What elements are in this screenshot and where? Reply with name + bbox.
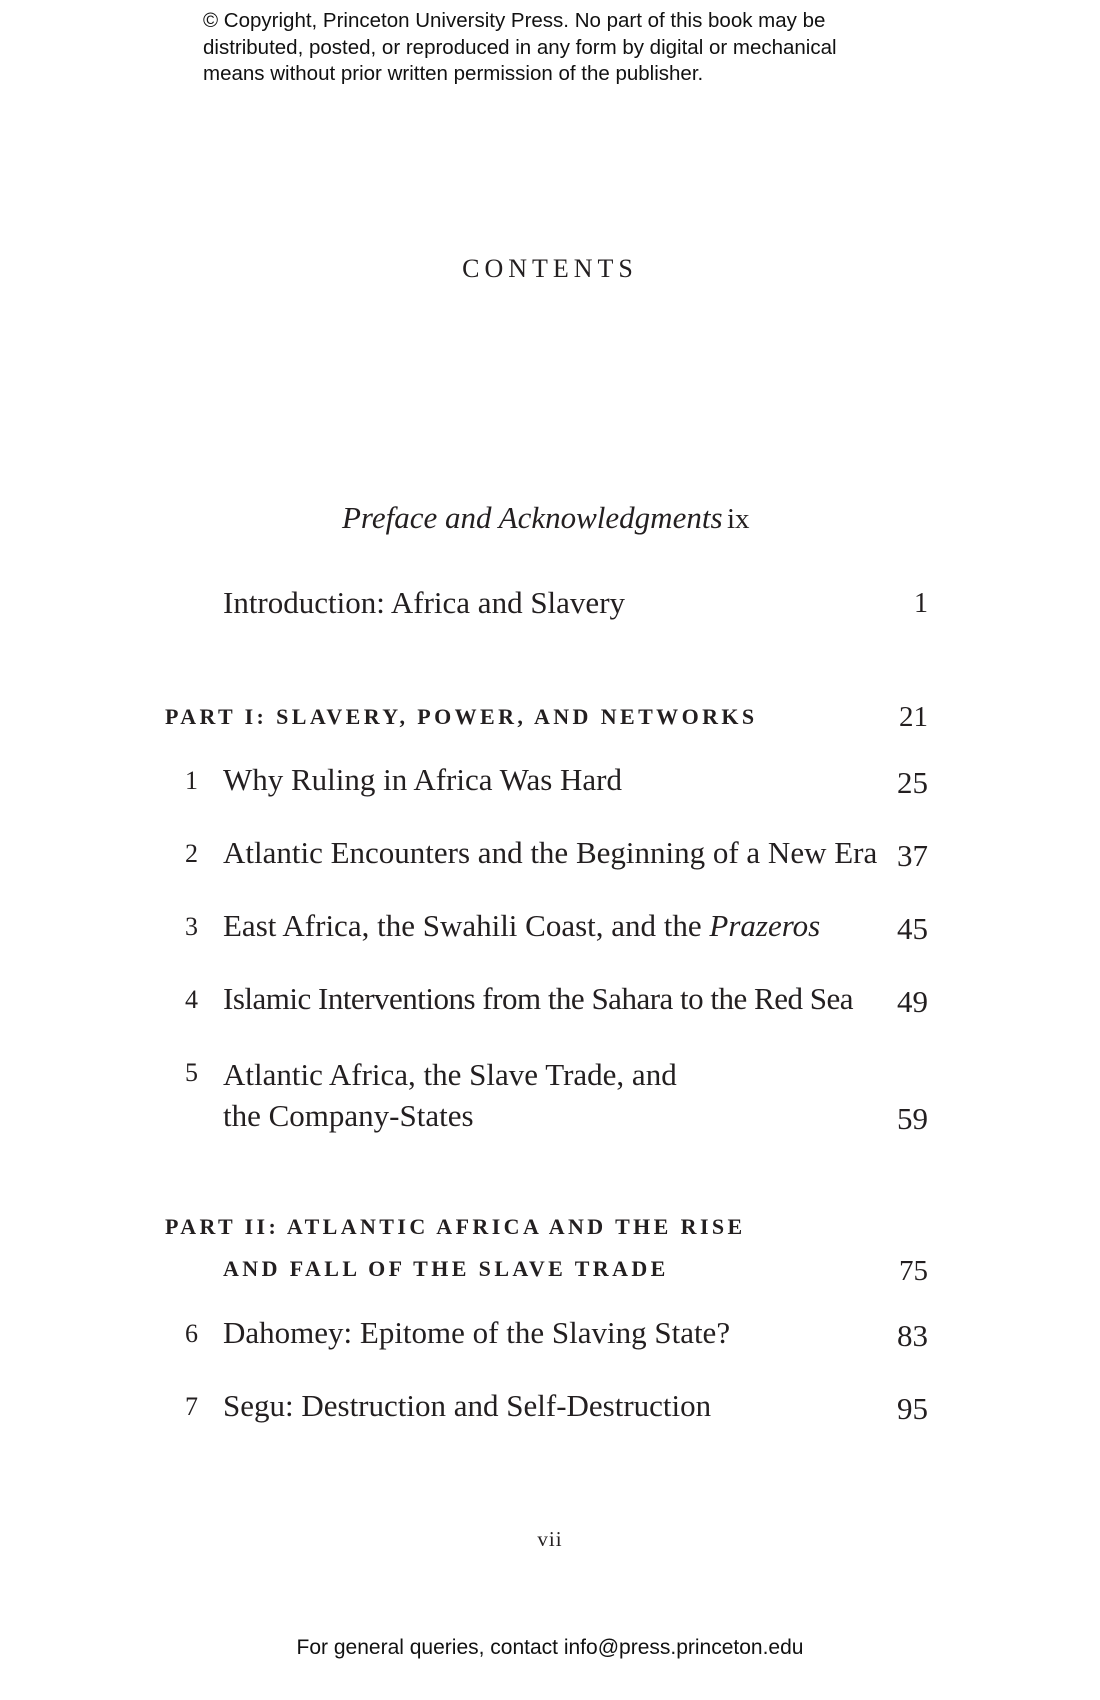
entry-page: 25 xyxy=(897,765,928,800)
entry-title: Islamic Interventions from the Sahara to the Red Sea xyxy=(223,981,853,1016)
preface-title[interactable]: Preface and Acknowledgments xyxy=(342,500,723,535)
chapter-number: 3 xyxy=(185,912,198,941)
preface-page: ix xyxy=(727,503,750,535)
contact-footer: For general queries, contact info@press.princeton.edu xyxy=(296,1636,804,1659)
part-label-line-1: PART II: ATLANTIC AFRICA AND THE RISE xyxy=(165,1214,746,1239)
entry-title: Segu: Destruction and Self-Destruction xyxy=(223,1388,712,1423)
part-page: 21 xyxy=(899,701,928,733)
page-number: vii xyxy=(537,1527,563,1551)
copyright-line: © Copyright, Princeton University Press. No part of this book may be xyxy=(203,9,826,32)
chapter-number: 7 xyxy=(185,1392,198,1421)
entry-page: 95 xyxy=(897,1391,928,1426)
entry-title: Introduction: Africa and Slavery xyxy=(223,585,626,620)
entry-title xyxy=(223,1054,677,1136)
entry-title xyxy=(223,908,820,944)
entry-page: 83 xyxy=(897,1318,928,1353)
entry-title: Atlantic Encounters and the Beginning of a New Era xyxy=(223,835,878,870)
entry-page: 59 xyxy=(897,1101,928,1136)
chapter-number: 5 xyxy=(185,1058,198,1087)
entry-title-text: East Africa, the Swahili Coast, and the xyxy=(223,908,710,943)
chapter-number: 2 xyxy=(185,839,198,868)
part-page: 75 xyxy=(899,1255,928,1287)
entry-title: Why Ruling in Africa Was Hard xyxy=(223,762,622,797)
part-label: PART I: SLAVERY, POWER, AND NETWORKS xyxy=(165,704,758,729)
entry-title-line-1: Atlantic Africa, the Slave Trade, and xyxy=(223,1057,677,1092)
chapter-number: 6 xyxy=(185,1319,198,1348)
part-label-line-2: AND FALL OF THE SLAVE TRADE xyxy=(223,1256,669,1281)
contents-heading: CONTENTS xyxy=(462,254,638,283)
chapter-number: 1 xyxy=(185,766,198,795)
entry-page: 1 xyxy=(914,588,928,619)
entry-title-italic: Prazeros xyxy=(709,908,821,943)
copyright-line: means without prior written permission of the publisher. xyxy=(203,62,704,85)
chapter-number: 4 xyxy=(185,985,198,1014)
copyright-notice xyxy=(203,8,923,88)
entry-title-line-2: the Company-States xyxy=(223,1098,474,1133)
copyright-line: distributed, posted, or reproduced in any form by digital or mechanical xyxy=(203,35,837,59)
entry-title: Dahomey: Epitome of the Slaving State? xyxy=(223,1315,731,1350)
entry-page: 37 xyxy=(897,838,928,873)
entry-page: 49 xyxy=(897,984,928,1019)
entry-page: 45 xyxy=(897,911,928,946)
